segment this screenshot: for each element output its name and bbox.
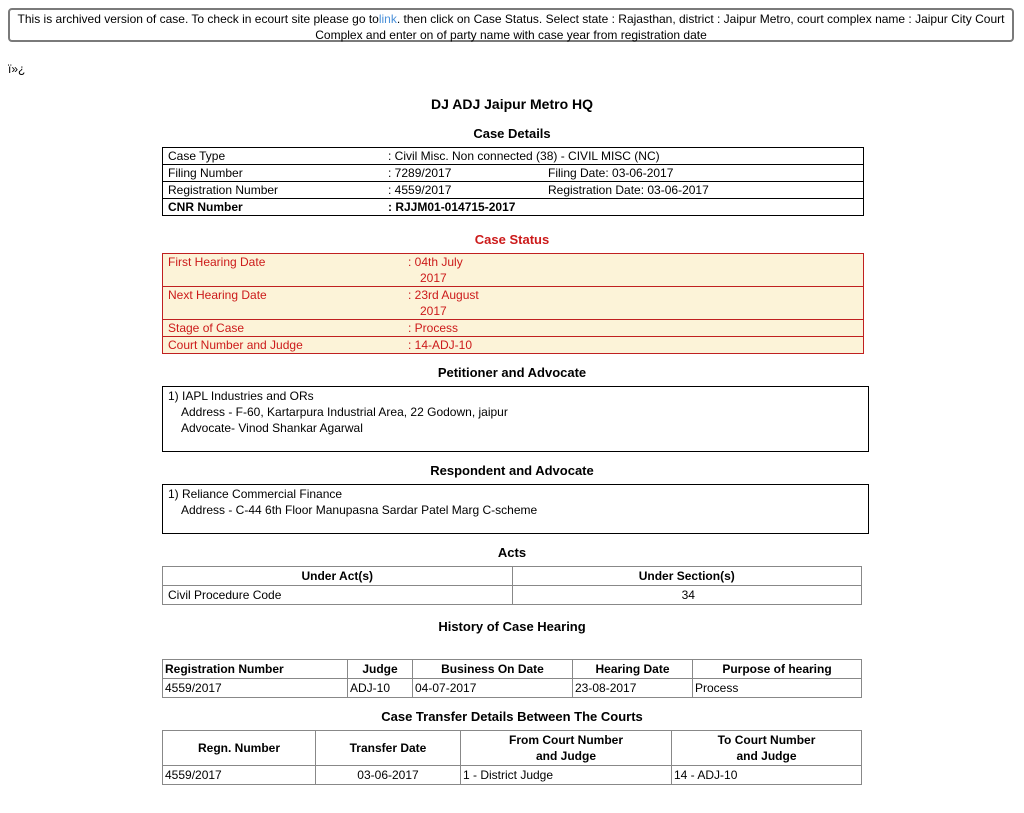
- history-judge: ADJ-10: [348, 679, 413, 698]
- next-hearing-label: Next Hearing Date: [163, 287, 404, 320]
- archive-notice: [8, 8, 1014, 42]
- table-row: [163, 679, 862, 698]
- encoding-artifact-text: ï»¿: [8, 62, 26, 76]
- col-business-on-date: Business On Date: [413, 660, 573, 679]
- hearing-history-table: [162, 659, 862, 698]
- case-status-table: [162, 253, 864, 354]
- col-from-court-line1: From Court Number: [509, 733, 623, 747]
- court-judge-value: : 14-ADJ-10: [403, 337, 864, 354]
- col-judge: Judge: [348, 660, 413, 679]
- history-reg-number: 4559/2017: [163, 679, 348, 698]
- col-under-acts: Under Act(s): [163, 567, 513, 586]
- court-title: DJ ADJ Jaipur Metro HQ: [430, 96, 594, 112]
- cnr-number-value: : RJJM01-014715-2017: [383, 199, 864, 216]
- case-status-heading: Case Status: [474, 232, 550, 247]
- history-heading: History of Case Hearing: [438, 619, 586, 634]
- stage-value: : Process: [403, 320, 864, 337]
- respondent-box: [162, 484, 869, 534]
- history-hearing-date: 23-08-2017: [573, 679, 693, 698]
- case-details-heading: Case Details: [473, 126, 551, 141]
- case-details-table: [162, 147, 864, 216]
- petitioner-heading: Petitioner and Advocate: [437, 365, 587, 380]
- table-row: [163, 199, 864, 216]
- table-row: [163, 182, 864, 199]
- stage-label: Stage of Case: [163, 320, 404, 337]
- col-from-court-line2: and Judge: [535, 749, 596, 763]
- filing-number-label: Filing Number: [163, 165, 384, 182]
- col-to-court-line1: To Court Number: [717, 733, 816, 747]
- first-hearing-label: First Hearing Date: [163, 254, 404, 287]
- table-row: [163, 586, 862, 605]
- act-section: 34: [512, 586, 862, 605]
- cnr-number-label: CNR Number: [163, 199, 384, 216]
- acts-heading: Acts: [497, 545, 527, 560]
- respondent-address: Address - C-44 6th Floor Manupasna Sardar Patel Marg C-scheme: [181, 503, 538, 517]
- case-type-value: : Civil Misc. Non connected (38) - CIVIL MISC (NC): [383, 148, 864, 165]
- col-hearing-date: Hearing Date: [573, 660, 693, 679]
- registration-date: Registration Date: 03-06-2017: [543, 182, 864, 199]
- acts-table: [162, 566, 862, 605]
- respondent-name: 1) Reliance Commercial Finance: [168, 487, 343, 501]
- first-hearing-date-line1: : 04th July: [408, 255, 463, 269]
- col-to-court: [672, 731, 862, 766]
- next-hearing-date-line2: 2017: [420, 304, 447, 318]
- registration-number-value: : 4559/2017: [383, 182, 543, 199]
- col-under-sections: Under Section(s): [512, 567, 862, 586]
- respondent-heading: Respondent and Advocate: [430, 463, 594, 478]
- notice-text-before: This is archived version of case. To check in ecourt site please go to: [17, 12, 379, 26]
- notice-text-after: . then click on Case Status. Select state : Rajasthan, district : Jaipur Metro, court complex name : Jaipur City Court Complex and enter on of party name with case year from registration date: [315, 12, 1005, 42]
- petitioner-name: 1) IAPL Industries and ORs: [168, 389, 314, 403]
- table-row: [163, 287, 864, 320]
- transfer-regn-number: 4559/2017: [163, 766, 316, 785]
- col-transfer-date: Transfer Date: [316, 731, 461, 766]
- filing-date: Filing Date: 03-06-2017: [543, 165, 864, 182]
- first-hearing-value: [403, 254, 864, 287]
- case-type-label: Case Type: [163, 148, 384, 165]
- transfer-heading: Case Transfer Details Between The Courts: [381, 709, 643, 724]
- history-business-date: 04-07-2017: [413, 679, 573, 698]
- ecourt-link[interactable]: link: [378, 12, 397, 26]
- petitioner-advocate: Advocate- Vinod Shankar Agarwal: [181, 421, 363, 435]
- case-transfer-table: [162, 730, 862, 785]
- col-from-court: [461, 731, 672, 766]
- transfer-to-court: 14 - ADJ-10: [672, 766, 862, 785]
- col-purpose: Purpose of hearing: [693, 660, 862, 679]
- table-header-row: [163, 660, 862, 679]
- history-purpose: Process: [693, 679, 862, 698]
- table-row: [163, 254, 864, 287]
- act-name: Civil Procedure Code: [163, 586, 513, 605]
- next-hearing-date-line1: : 23rd August: [408, 288, 479, 302]
- filing-number-value: : 7289/2017: [383, 165, 543, 182]
- table-row: [163, 337, 864, 354]
- table-row: [163, 148, 864, 165]
- table-row: [163, 766, 862, 785]
- table-row: [163, 320, 864, 337]
- transfer-from-court: 1 - District Judge: [461, 766, 672, 785]
- col-regn-number: Regn. Number: [163, 731, 316, 766]
- transfer-date: 03-06-2017: [316, 766, 461, 785]
- col-to-court-line2: and Judge: [736, 749, 797, 763]
- petitioner-box: [162, 386, 869, 452]
- col-registration-number: Registration Number: [163, 660, 348, 679]
- court-judge-label: Court Number and Judge: [163, 337, 404, 354]
- table-header-row: [163, 731, 862, 766]
- table-header-row: [163, 567, 862, 586]
- petitioner-address: Address - F-60, Kartarpura Industrial Area, 22 Godown, jaipur: [181, 405, 508, 419]
- table-row: [163, 165, 864, 182]
- next-hearing-value: [403, 287, 864, 320]
- registration-number-label: Registration Number: [163, 182, 384, 199]
- first-hearing-date-line2: 2017: [420, 271, 447, 285]
